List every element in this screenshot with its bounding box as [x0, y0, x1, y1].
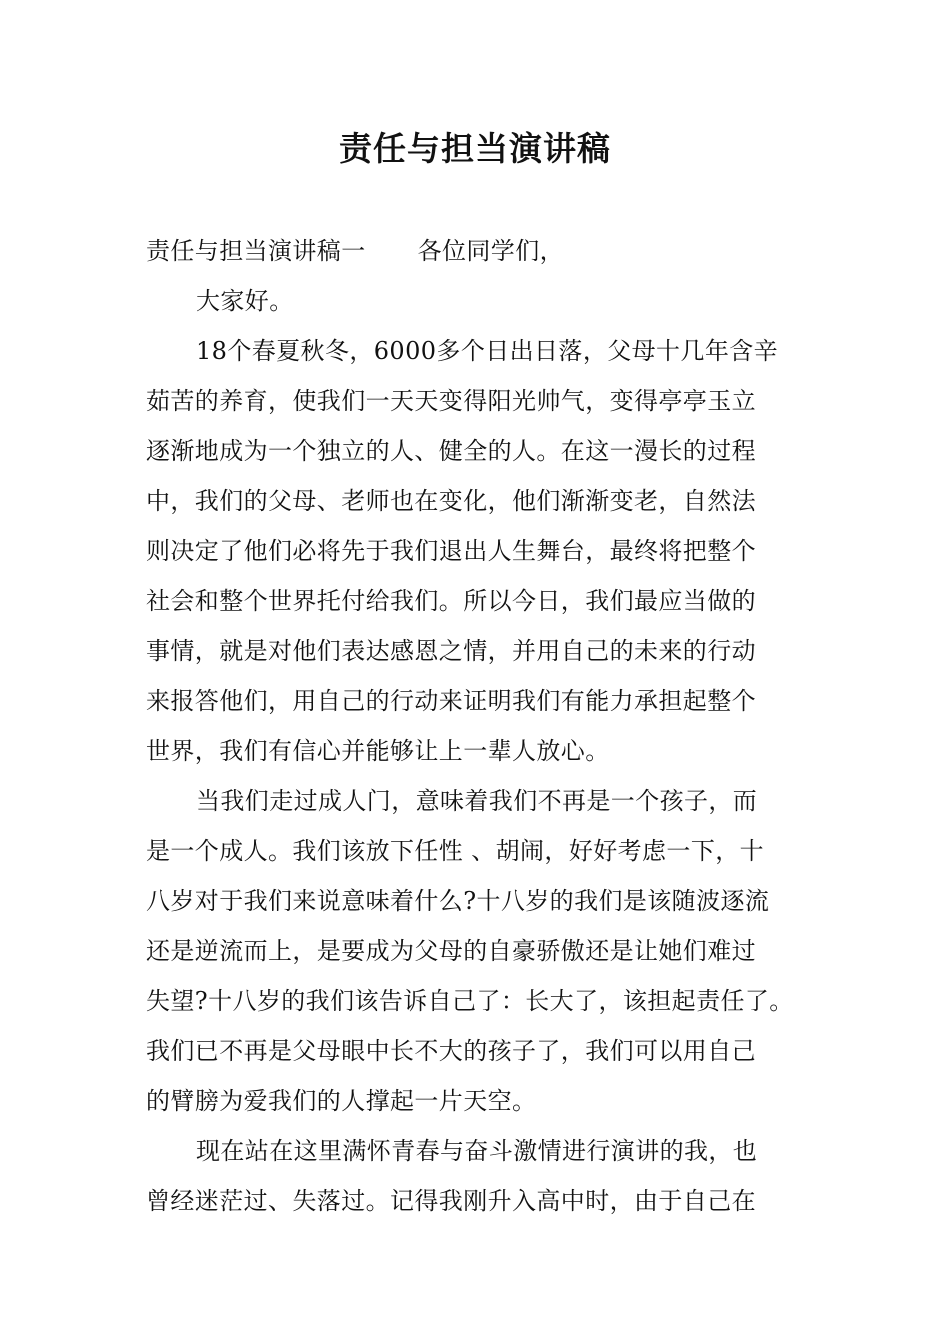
document-body — [146, 226, 810, 1226]
text-line: 当我们走过成人门，意味着我们不再是一个孩子，而 — [196, 787, 758, 815]
speech-heading: 责任与担当演讲稿一 — [146, 237, 366, 265]
text-line: 中，我们的父母、老师也在变化，他们渐渐变老，自然法 — [146, 487, 756, 515]
text-line: 世界，我们有信心并能够让上一辈人放心。 — [146, 737, 610, 765]
text-line: 的臂膀为爱我们的人撑起一片天空。 — [146, 1087, 537, 1115]
text-line: 曾经迷茫过、失落过。记得我刚升入高中时，由于自己在 — [146, 1187, 756, 1215]
text-line: 是一个成人。我们该放下任性 、胡闹，好好考虑一下，十 — [146, 837, 765, 865]
text-line: 我们已不再是父母眼中长不大的孩子了，我们可以用自己 — [146, 1037, 756, 1065]
text-line: 现在站在这里满怀青春与奋斗激情进行演讲的我，也 — [196, 1137, 758, 1165]
text-line: 则决定了他们必将先于我们退出人生舞台，最终将把整个 — [146, 537, 756, 565]
text-line: 失望?十八岁的我们该告诉自己了：长大了，该担起责任了。 — [146, 987, 794, 1015]
heading-line — [146, 226, 810, 276]
text-line: 茹苦的养育，使我们一天天变得阳光帅气，变得亭亭玉立 — [146, 387, 756, 415]
text-line: 逐渐地成为一个独立的人、健全的人。在这一漫长的过程 — [146, 437, 756, 465]
text-line: 来报答他们，用自己的行动来证明我们有能力承担起整个 — [146, 687, 756, 715]
text-line: 18个春夏秋冬，6000多个日出日落，父母十几年含辛 — [196, 337, 779, 365]
text-line: 事情，就是对他们表达感恩之情，并用自己的未来的行动 — [146, 637, 756, 665]
text-line: 八岁对于我们来说意味着什么?十八岁的我们是该随波逐流 — [146, 887, 770, 915]
document-title: 责任与担当演讲稿 — [339, 129, 611, 168]
text-line: 还是逆流而上，是要成为父母的自豪骄傲还是让她们难过 — [146, 937, 756, 965]
salutation: 各位同学们， — [417, 237, 565, 265]
text-line: 社会和整个世界托付给我们。所以今日，我们最应当做的 — [146, 587, 756, 615]
text-line: 大家好。 — [196, 287, 294, 315]
